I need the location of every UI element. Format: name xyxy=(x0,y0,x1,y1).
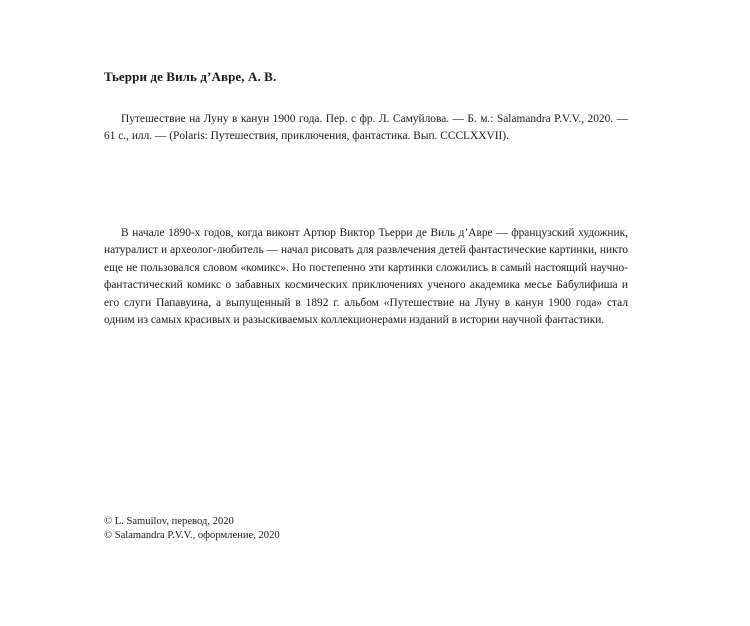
annotation-paragraph: В начале 1890-х годов, когда виконт Артюр Виктор Тьерри де Виль д’Авре — французский художник, натуралист и археолог-любитель — начал рисовать для развлечения детей фантастические картинки, никто еще не пользовался словом «комикс». Но постепенно эти картинки сложились в самый настоящий научно-фантастический комикс о забавных космических приключениях ученого академика месье Бабулифиша и его слуги Папавуина, а выпущенный в 1892 г. альбом «Путешествие на Луну в канун 1900 года» стал одним из самых красивых и разыскиваемых коллекционерами изданий в истории научной фантастики. xyxy=(104,227,628,327)
bibliographic-record: Путешествие на Луну в канун 1900 года. Пер. с фр. Л. Самуйлова. — Б. м.: Salamandra P.V.V., 2020. — 61 с., илл. — (Polaris: Путешествия, приключения, фантастика. Вып. CCCLXXVII). xyxy=(104,113,628,142)
copyright-design: © Salamandra P.V.V., оформление, 2020 xyxy=(104,530,280,541)
copyright-translation: © L. Samuilov, перевод, 2020 xyxy=(104,516,234,527)
copyright-block xyxy=(104,515,280,543)
author-heading: Тьерри де Виль д’Авре, А. В. xyxy=(104,69,277,84)
